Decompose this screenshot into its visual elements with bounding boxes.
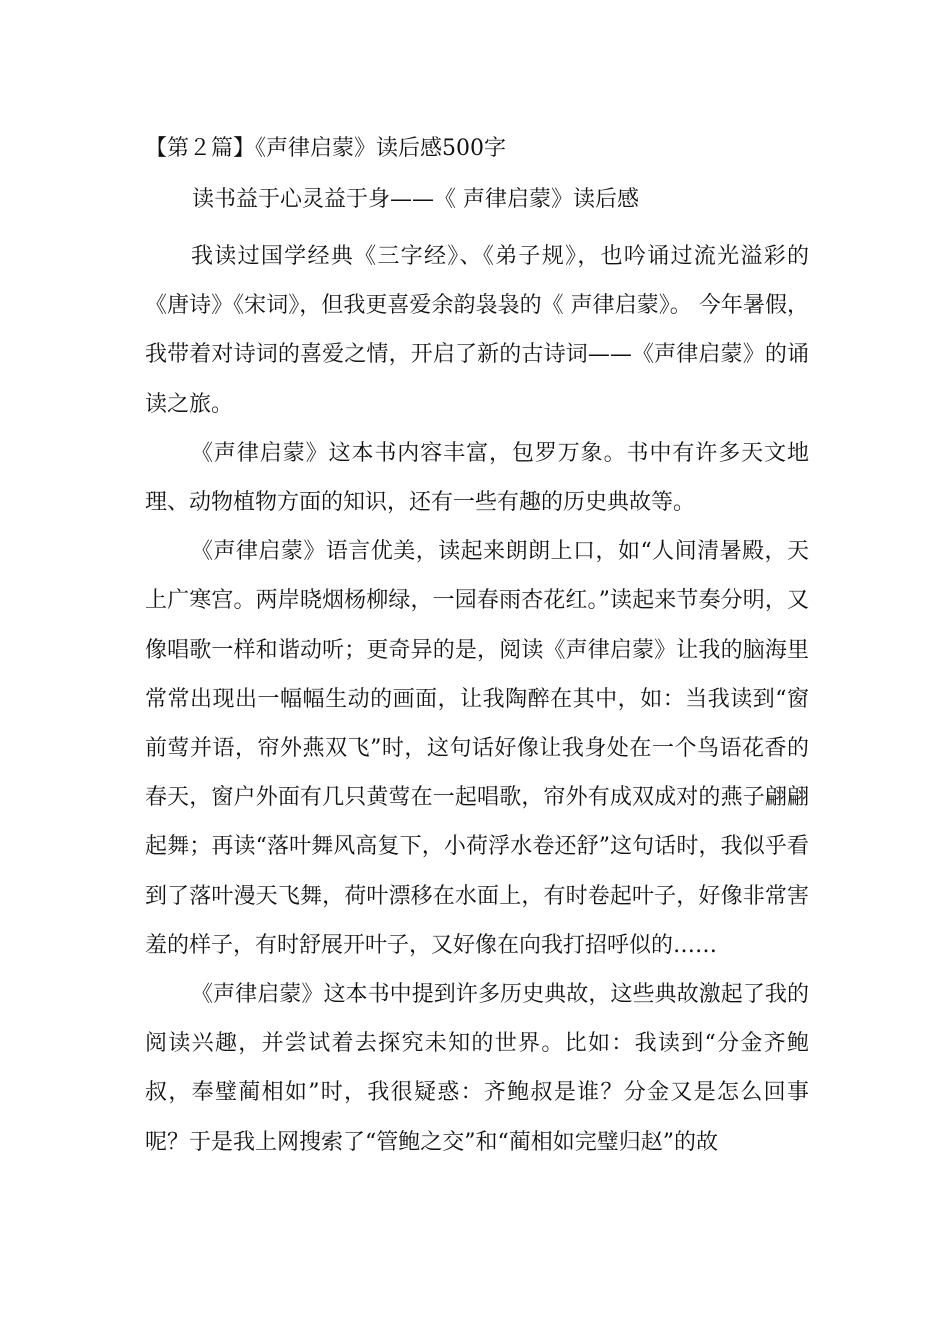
paragraph-1: 我读过国学经典《三字经》、《弟子规》，也吟诵过流光溢彩的《唐诗》《宋词》，但我更喜爱余韵袅袅的《 声律启蒙》。 今年暑假，我带着对诗词的喜爱之情，开启了新的古诗词——《声律启蒙》的诵读之旅。 bbox=[145, 244, 809, 417]
document-heading: 【第２篇】《声律启蒙》读后感500字 bbox=[145, 136, 506, 161]
essay-body bbox=[145, 232, 809, 1167]
essay-subtitle: 读书益于心灵益于身——《 声律启蒙》读后感 bbox=[192, 187, 639, 212]
paragraph-4: 《声律启蒙》这本书中提到许多历史典故，这些典故激起了我的阅读兴趣，并尝试着去探究未知的世界。比如：我读到“分金齐鲍叔，奉璧蔺相如”时，我很疑惑：齐鲍叔是谁？分金又是怎么回事呢？于是我上网搜索了“管鲍之交”和“蔺相如完璧归赵”的故 bbox=[145, 982, 809, 1155]
paragraph-2: 《声律启蒙》这本书内容丰富，包罗万象。书中有许多天文地理、动物植物方面的知识，还有一些有趣的历史典故等。 bbox=[145, 440, 809, 516]
paragraph-3: 《声律启蒙》语言优美，读起来朗朗上口，如“人间清暑殿，天上广寒宫。两岸晓烟杨柳绿，一园春雨杏花红。”读起来节奏分明，又像唱歌一样和谐动听；更奇异的是，阅读《声律启蒙》让我的脑海里常常出现出一幅幅生动的画面，让我陶醉在其中，如：当我读到“窗前莺并语，帘外燕双飞”时，这句话好像让我身处在一个鸟语花香的春天，窗户外面有几只黄莺在一起唱歌，帘外有成双成对的燕子翩翩起舞；再读“落叶舞风高复下，小荷浮水卷还舒”这句话时，我似乎看到了落叶漫天飞舞，荷叶漂移在水面上，有时卷起叶子，好像非常害羞的样子，有时舒展开叶子，又好像在向我打招呼似的…… bbox=[145, 539, 809, 958]
